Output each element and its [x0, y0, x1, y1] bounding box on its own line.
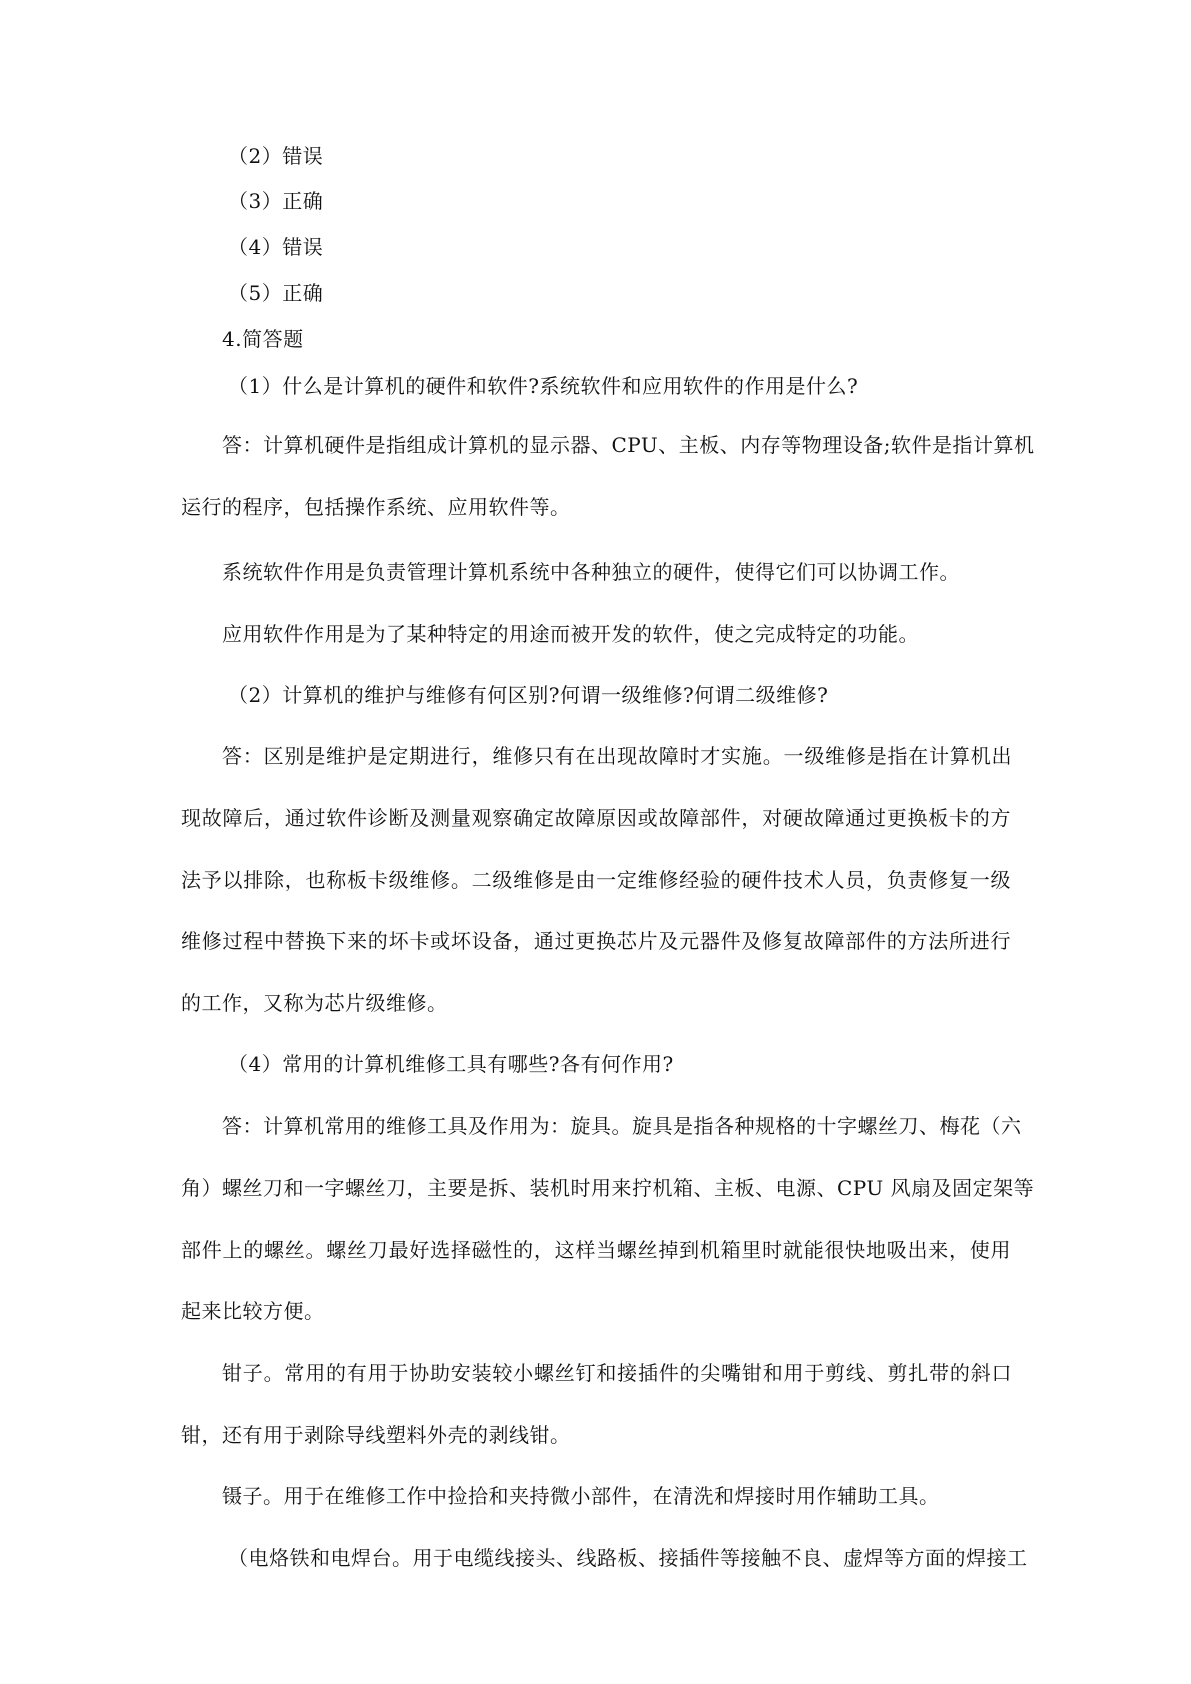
q1-answer-line: 运行的程序，包括操作系统、应用软件等。 [181, 495, 571, 519]
q4-pliers-line: 钳，还有用于剥除导线塑料外壳的剥线钳。 [181, 1423, 571, 1447]
section-heading: 4.简答题 [222, 327, 304, 351]
q2-answer-line: 答：区别是维护是定期进行，维修只有在出现故障时才实施。一级维修是指在计算机出 [222, 744, 1012, 768]
q2-answer-line: 法予以排除，也称板卡级维修。二级维修是由一定维修经验的硬件技术人员，负责修复一级 [181, 868, 1011, 892]
q1-system-software-para: 系统软件作用是负责管理计算机系统中各种独立的硬件，使得它们可以协调工作。 [222, 560, 960, 584]
q2-answer-line: 维修过程中替换下来的坏卡或坏设备，通过更换芯片及元器件及修复故障部件的方法所进行 [181, 929, 1011, 953]
q4-answer-line: 起来比较方便。 [181, 1299, 325, 1323]
q4-answer-line: 角）螺丝刀和一字螺丝刀，主要是拆、装机时用来拧机箱、主板、电源、CPU 风扇及固定架等 [181, 1176, 1035, 1200]
q4-pliers-line: 钳子。常用的有用于协助安装较小螺丝钉和接插件的尖嘴钳和用于剪线、剪扎带的斜口 [222, 1361, 1012, 1385]
q4-tweezers-para: 镊子。用于在维修工作中捡拾和夹持微小部件，在清洗和焊接时用作辅助工具。 [222, 1484, 940, 1508]
q4-answer-line: 部件上的螺丝。螺丝刀最好选择磁性的，这样当螺丝掉到机箱里时就能很快地吸出来，使用 [181, 1238, 1011, 1262]
q2-answer-line: 现故障后，通过软件诊断及测量观察确定故障原因或故障部件，对硬故障通过更换板卡的方 [181, 806, 1011, 830]
q4-answer-line: 答：计算机常用的维修工具及作用为：旋具。旋具是指各种规格的十字螺丝刀、梅花（六 [222, 1114, 1022, 1138]
q2-answer-line: 的工作，又称为芯片级维修。 [181, 991, 448, 1015]
question-2: （2）计算机的维护与维修有何区别?何谓一级维修?何谓二级维修? [228, 683, 829, 707]
answer-item: （3）正确 [228, 189, 324, 213]
answer-item: （2）错误 [228, 144, 324, 168]
question-4: （4）常用的计算机维修工具有哪些?各有何作用? [228, 1052, 674, 1076]
answer-item: （5）正确 [228, 281, 324, 305]
q4-soldering-line: （电烙铁和电焊台。用于电缆线接头、线路板、接插件等接触不良、虚焊等方面的焊接工 [228, 1546, 1028, 1570]
question-1: （1）什么是计算机的硬件和软件?系统软件和应用软件的作用是什么? [228, 374, 859, 398]
q1-application-software-para: 应用软件作用是为了某种特定的用途而被开发的软件，使之完成特定的功能。 [222, 622, 919, 646]
answer-item: （4）错误 [228, 235, 324, 259]
q1-answer-line: 答：计算机硬件是指组成计算机的显示器、CPU、主板、内存等物理设备;软件是指计算机 [222, 433, 1035, 457]
